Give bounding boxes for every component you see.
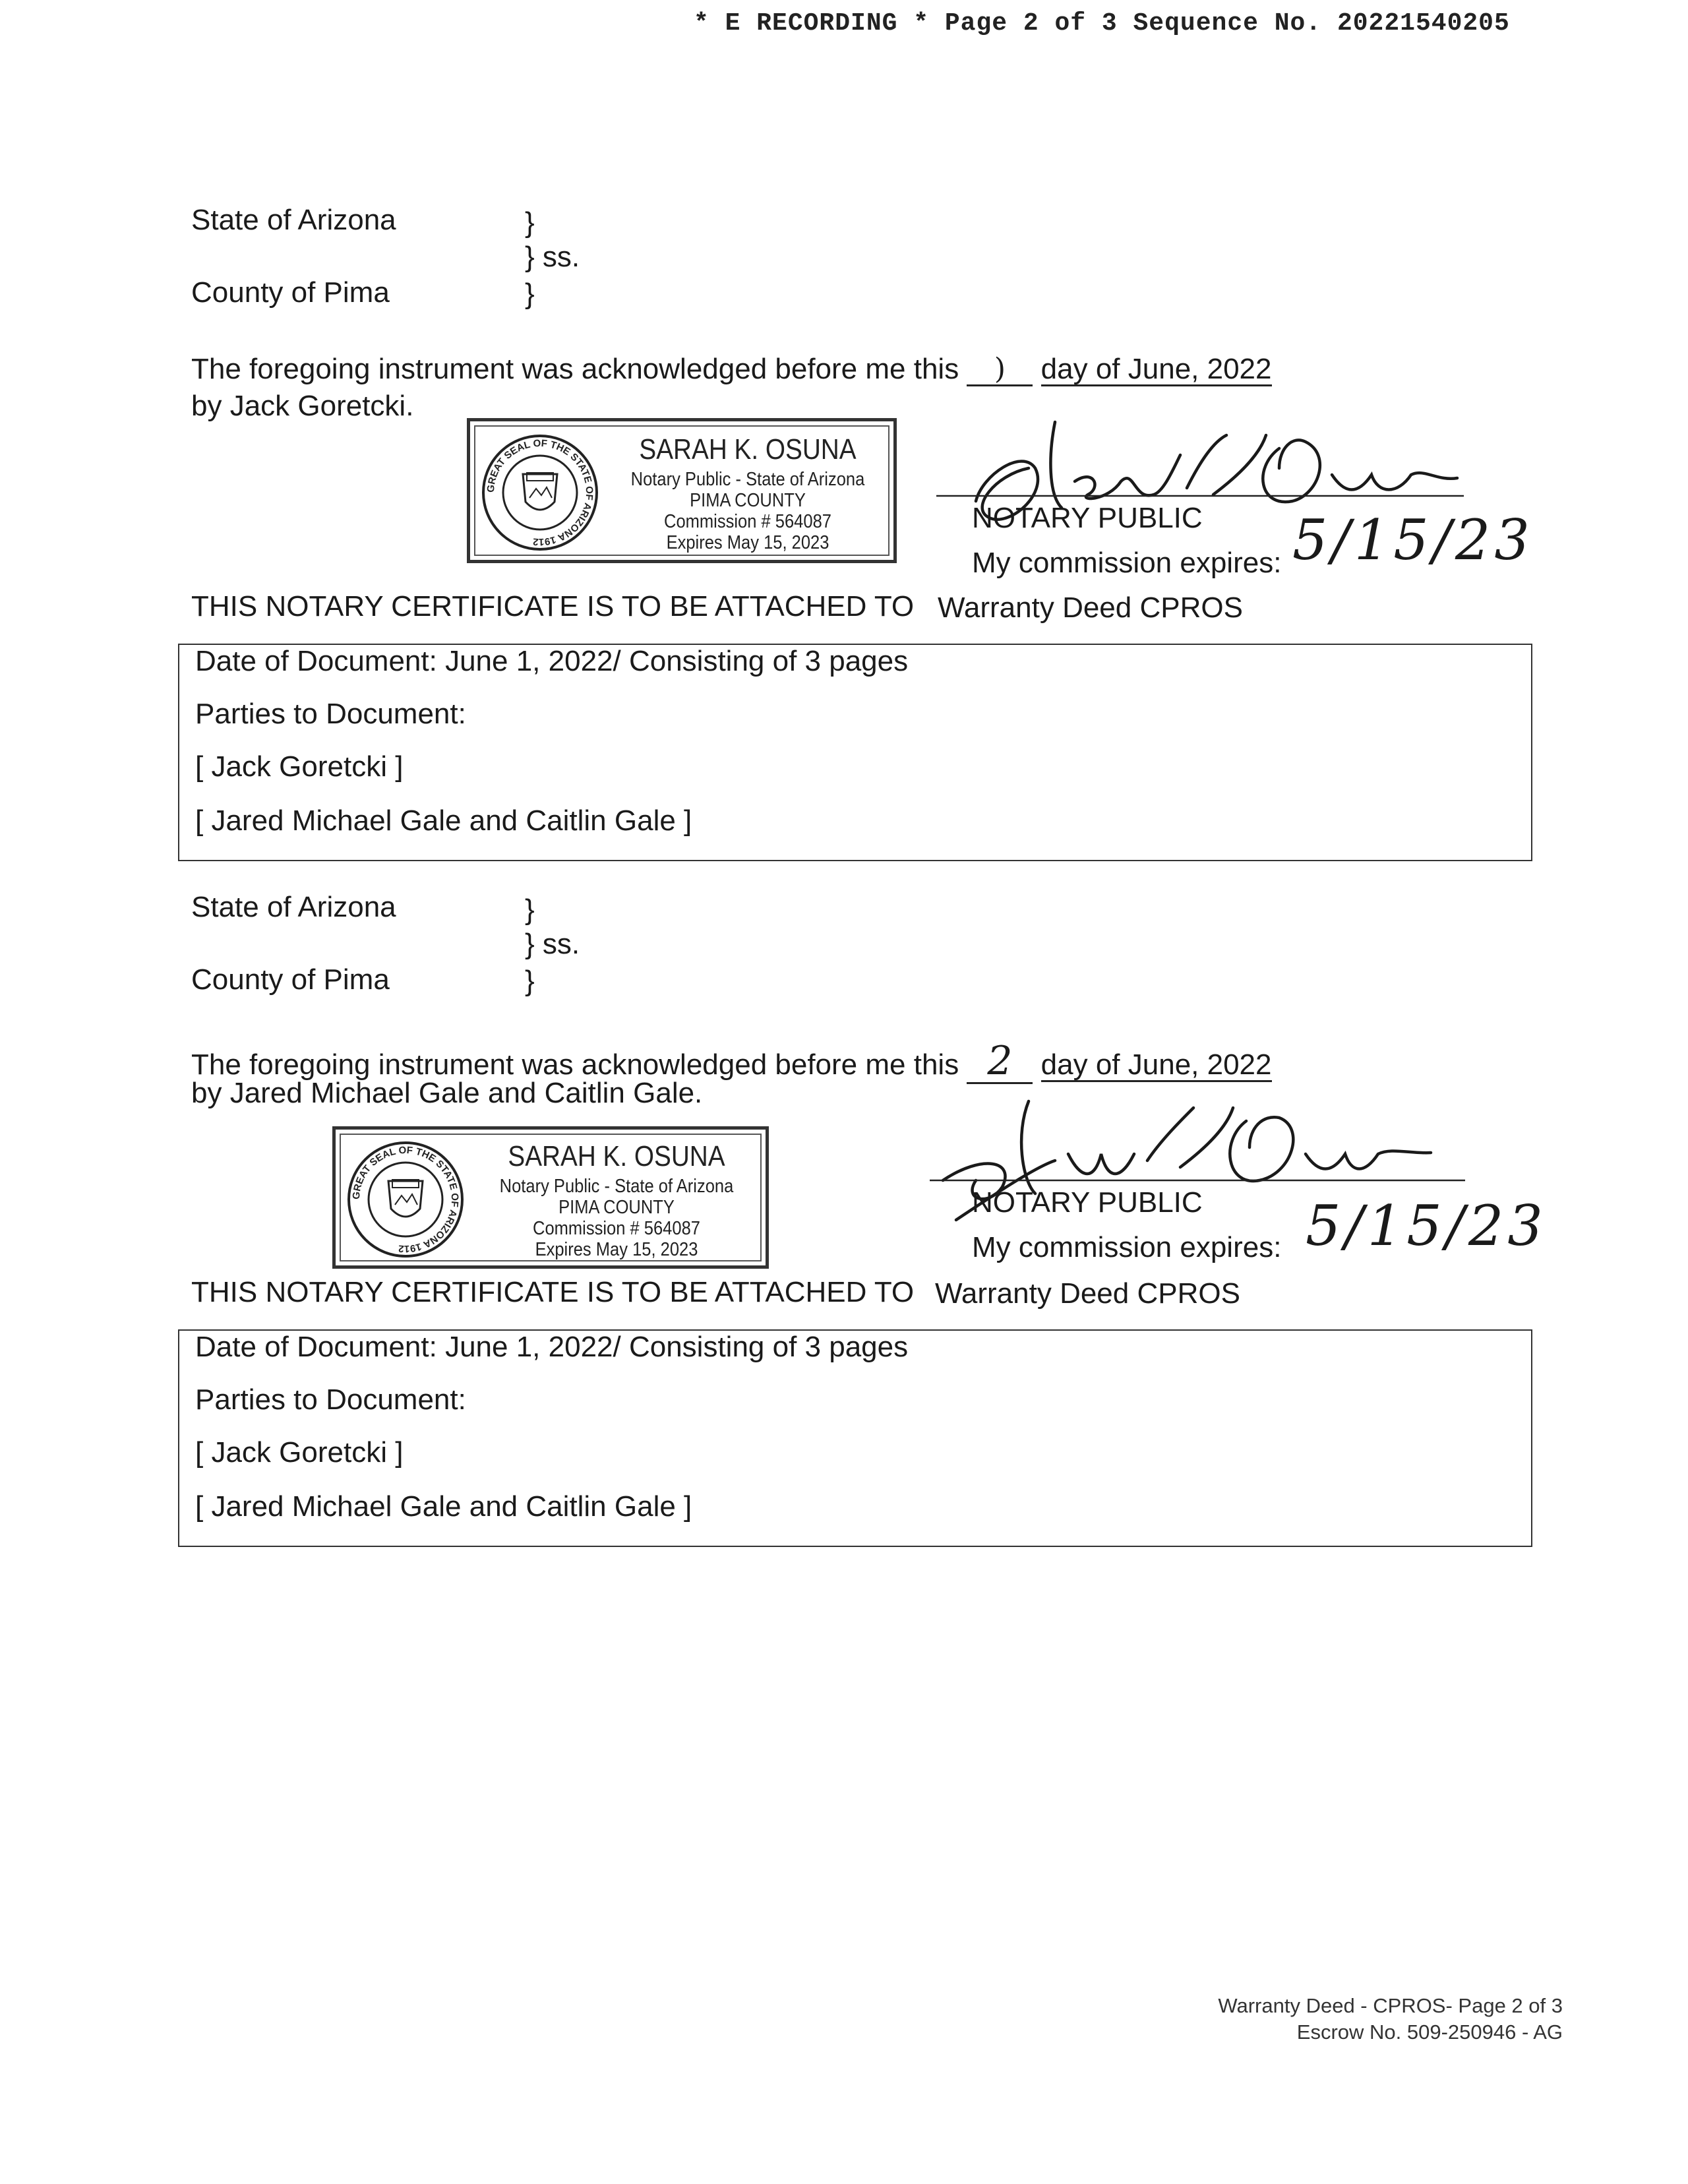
day-month-year: day of June, 2022 [1041, 354, 1272, 386]
seal-text: GREAT SEAL OF THE STATE OF ARIZONA 1912 [485, 437, 595, 548]
footer-line-2: Escrow No. 509-250946 - AG [1296, 2020, 1563, 2044]
commission-expires-label: My commission expires: [972, 547, 1282, 579]
date-of-document: Date of Document: June 1, 2022/ Consisting of 3 pages [195, 645, 909, 677]
date-of-document: Date of Document: June 1, 2022/ Consisting of 3 pages [195, 1331, 909, 1363]
stamp-commission: Commission # 564087 [664, 511, 831, 532]
state-seal-icon [346, 1140, 465, 1259]
stamp-county: PIMA COUNTY [690, 490, 806, 511]
notary-stamp [467, 418, 897, 563]
county-label: County of Pima [191, 276, 390, 309]
stamp-expires: Expires May 15, 2023 [535, 1239, 698, 1260]
by-line: by Jared Michael Gale and Caitlin Gale. [191, 1077, 703, 1109]
brace: } [525, 965, 535, 997]
parties-label: Parties to Document: [195, 698, 466, 730]
parties-label: Parties to Document: [195, 1383, 466, 1416]
acknowledgment-sentence: The foregoing instrument was acknowledged before me this [191, 1048, 959, 1081]
attach-label: THIS NOTARY CERTIFICATE IS TO BE ATTACHED TO [191, 1276, 915, 1308]
brace: } [525, 278, 535, 310]
party-1: [ Jack Goretcki ] [195, 750, 404, 783]
stamp-commission: Commission # 564087 [533, 1218, 700, 1239]
attach-document: Warranty Deed CPROS [938, 592, 1243, 624]
by-line: by Jack Goretcki. [191, 390, 414, 422]
document-info-box [178, 644, 1532, 861]
day-month-year: day of June, 2022 [1041, 1050, 1272, 1082]
brace: } [525, 894, 535, 926]
stamp-name: SARAH K. OSUNA [508, 1140, 725, 1172]
state-label: State of Arizona [191, 204, 396, 236]
attach-document: Warranty Deed CPROS [935, 1277, 1240, 1310]
stamp-expires: Expires May 15, 2023 [666, 532, 829, 553]
party-2: [ Jared Michael Gale and Caitlin Gale ] [195, 804, 692, 837]
ss-label: } ss. [525, 928, 580, 960]
commission-date-handwritten: 5/15/23 [1292, 508, 1534, 572]
party-1: [ Jack Goretcki ] [195, 1436, 404, 1469]
commission-date-handwritten: 5/15/23 [1306, 1194, 1547, 1258]
party-2: [ Jared Michael Gale and Caitlin Gale ] [195, 1490, 692, 1523]
seal-text: GREAT SEAL OF THE STATE OF ARIZONA 1912 [350, 1144, 461, 1255]
notary-public-label: NOTARY PUBLIC [972, 1186, 1203, 1219]
county-label: County of Pima [191, 963, 390, 996]
commission-expires-label: My commission expires: [972, 1231, 1282, 1263]
state-seal-icon [481, 433, 599, 552]
state-label: State of Arizona [191, 891, 396, 923]
ss-label: } ss. [525, 241, 580, 273]
attach-label: THIS NOTARY CERTIFICATE IS TO BE ATTACHED TO [191, 590, 915, 622]
recording-header: * E RECORDING * Page 2 of 3 Sequence No. 20221540205 [694, 9, 1510, 38]
acknowledgment-sentence: The foregoing instrument was acknowledged before me this [191, 353, 959, 385]
footer-line-1: Warranty Deed - CPROS- Page 2 of 3 [1218, 1994, 1563, 2017]
document-info-box [178, 1329, 1532, 1547]
stamp-county: PIMA COUNTY [558, 1197, 675, 1218]
brace: } [525, 206, 535, 239]
stamp-title: Notary Public - State of Arizona [630, 469, 865, 490]
stamp-title: Notary Public - State of Arizona [499, 1176, 734, 1197]
day-value: 2 [967, 1041, 1033, 1084]
notary-public-label: NOTARY PUBLIC [972, 502, 1203, 534]
acknowledgment-text [191, 353, 1272, 386]
day-value: ) [967, 354, 1033, 386]
notary-stamp [332, 1126, 769, 1269]
stamp-name: SARAH K. OSUNA [639, 433, 857, 466]
